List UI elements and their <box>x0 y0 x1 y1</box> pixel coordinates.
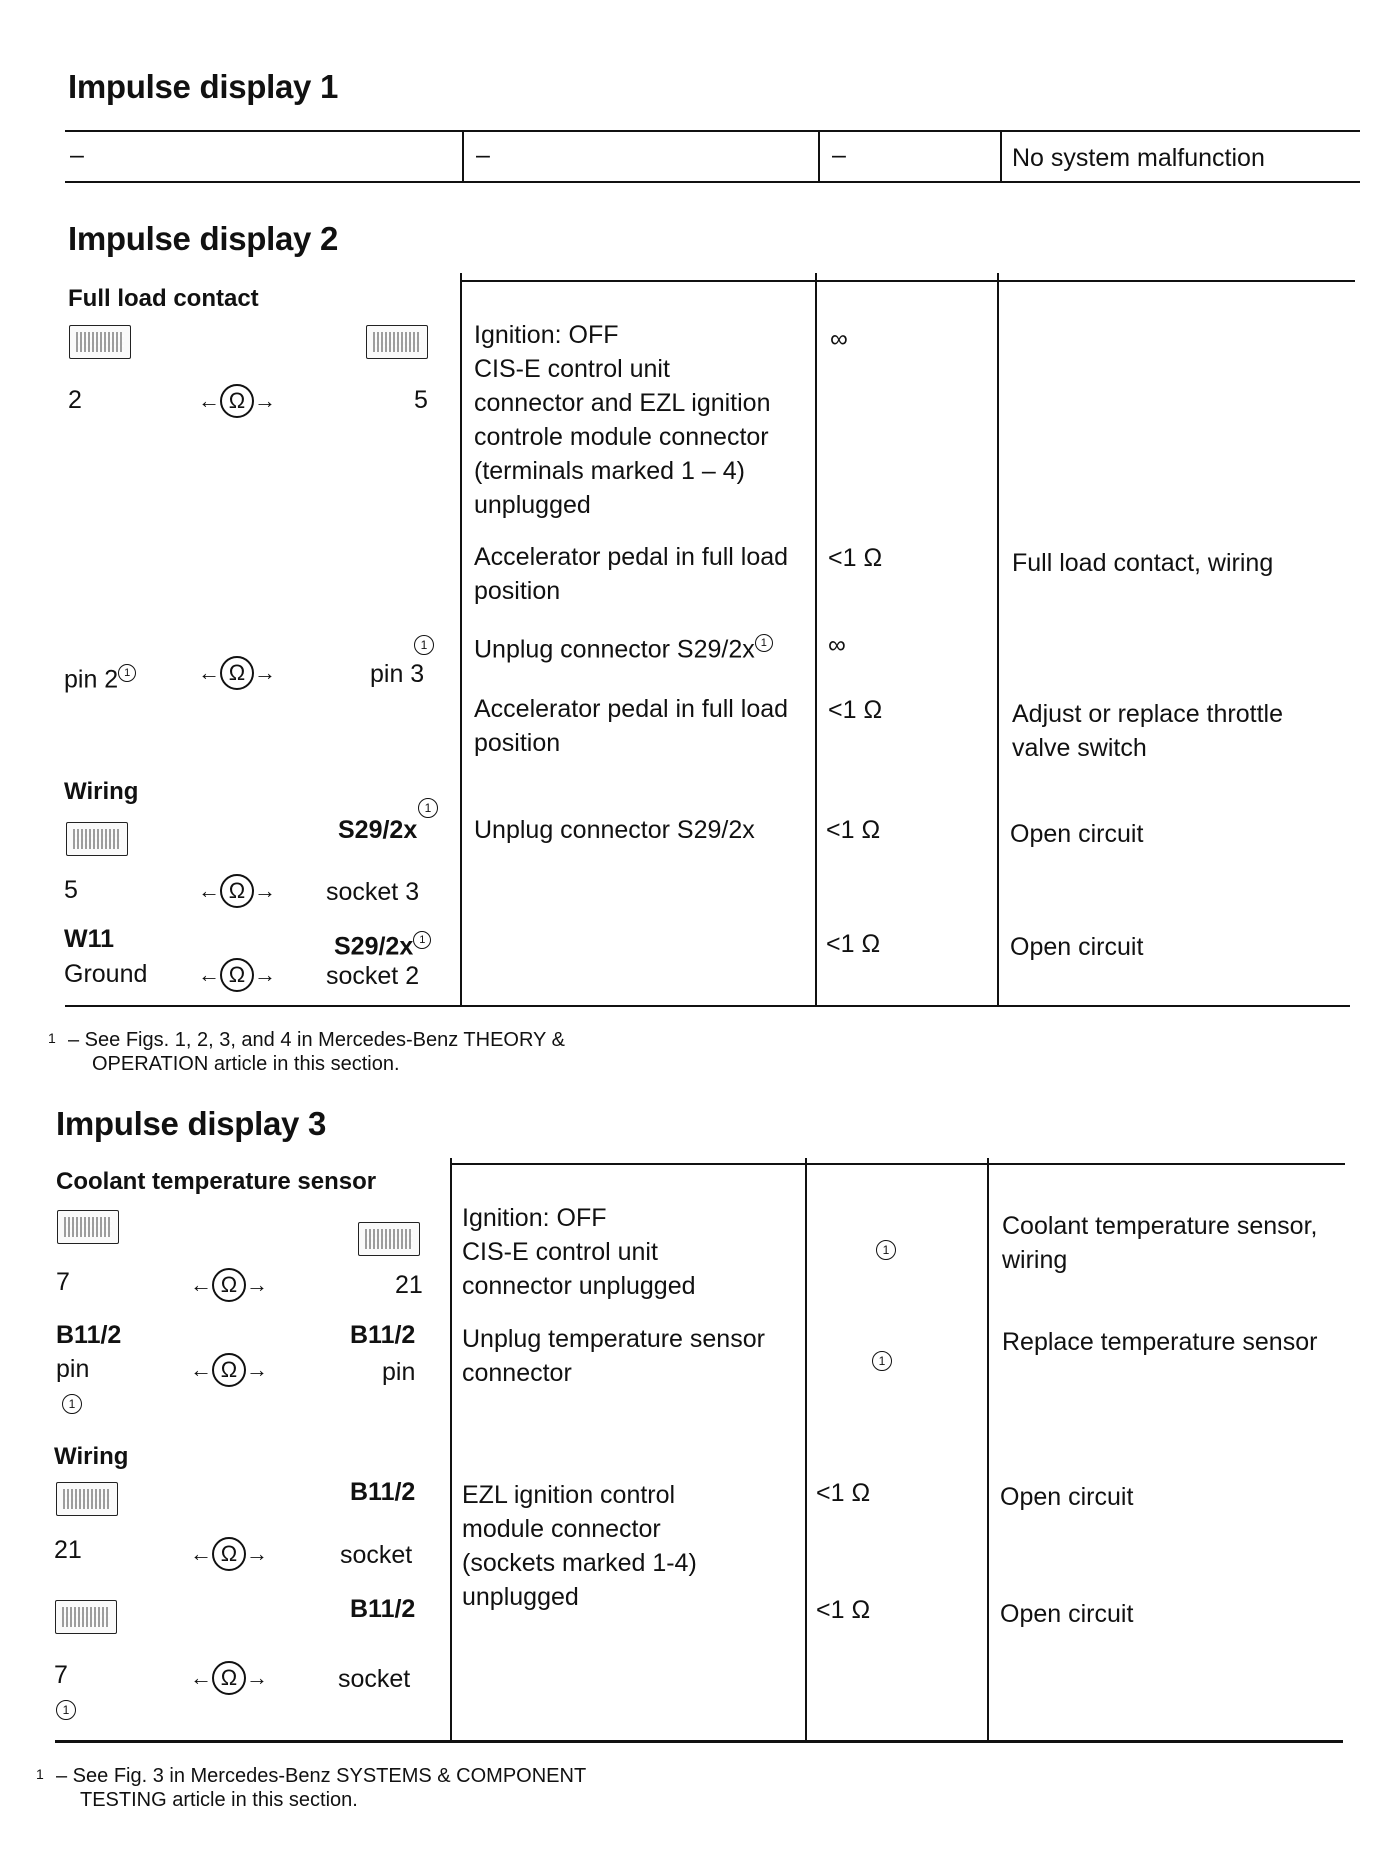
remedy: Open circuit <box>1010 933 1144 961</box>
s1-col-divider <box>462 130 464 181</box>
ohmmeter-icon: ← Ω → <box>198 873 276 908</box>
s1-cell-2: – <box>476 141 490 169</box>
b11-label: B11/2 <box>56 1321 122 1349</box>
ohmmeter-icon: ← Ω → <box>190 1536 268 1571</box>
value-lt1: <1 Ω <box>828 544 883 572</box>
pin-number: 7 <box>56 1268 70 1296</box>
section2-title: Impulse display 2 <box>68 220 339 257</box>
ign-line: Ignition: OFF <box>474 321 619 349</box>
remedy: Adjust or replace throttle <box>1012 700 1283 728</box>
s3-col-divider <box>805 1158 807 1740</box>
value-lt1: <1 Ω <box>826 816 881 844</box>
footnote-mark: 1 <box>414 627 434 661</box>
pin-label: pin <box>56 1355 90 1383</box>
connector-icon <box>66 822 128 856</box>
ign-line: (terminals marked 1 – 4) <box>474 457 745 485</box>
footnote-mark: 1 <box>872 1343 892 1377</box>
value-lt1: <1 Ω <box>816 1479 871 1507</box>
s1-cell-3: – <box>832 141 846 169</box>
ign-line: unplugged <box>474 491 591 519</box>
unplug-s29: Unplug connector S29/2x <box>474 816 755 844</box>
footnote-superscript: 1 <box>36 1766 44 1782</box>
s1-cell-1: – <box>70 141 84 169</box>
section3-title: Impulse display 3 <box>56 1105 327 1142</box>
connector-icon <box>57 1210 119 1244</box>
unplug-temp: connector <box>462 1359 572 1387</box>
socket-label: socket <box>338 1665 411 1693</box>
pin-label: pin <box>382 1358 416 1386</box>
pin2-label: pin 2 $^1$ <box>64 655 136 696</box>
s2-col-divider <box>460 273 462 1005</box>
remedy: Coolant temperature sensor, <box>1002 1212 1318 1240</box>
s2-top-rule <box>460 280 1355 282</box>
pin-number: 7 <box>54 1661 68 1689</box>
accel-line: position <box>474 729 561 757</box>
socket-label: socket 2 <box>326 962 420 990</box>
ign-line: connector unplugged <box>462 1272 696 1300</box>
ohmmeter-icon: ← Ω → <box>190 1660 268 1695</box>
value-lt1: <1 Ω <box>816 1596 871 1624</box>
ign-line: CIS-E control unit <box>474 355 670 383</box>
remedy: wiring <box>1002 1246 1068 1274</box>
ign-line: controle module connector <box>474 423 769 451</box>
wiring-heading: Wiring <box>54 1443 129 1470</box>
connector-icon <box>56 1482 118 1516</box>
remedy: Open circuit <box>1000 1483 1134 1511</box>
ground-label: Ground <box>64 960 148 988</box>
ezl-line: EZL ignition control <box>462 1481 676 1509</box>
pin-number: 5 <box>414 386 428 414</box>
connector-icon <box>366 325 428 359</box>
ezl-line: (sockets marked 1-4) <box>462 1549 697 1577</box>
footnote-mark: 1 <box>56 1692 76 1726</box>
s29-label: S29/2x $^1$ <box>334 922 431 963</box>
remedy: valve switch <box>1012 734 1147 762</box>
value-lt1: <1 Ω <box>826 930 881 958</box>
s1-top-rule <box>65 130 1360 132</box>
s2-col-divider <box>815 273 817 1005</box>
unplug-s29: Unplug connector S29/2x $^1$ <box>474 625 773 666</box>
remedy: Replace temperature sensor <box>1002 1328 1318 1356</box>
b11-label: B11/2 <box>350 1595 416 1623</box>
coolant-heading: Coolant temperature sensor <box>56 1168 377 1195</box>
s1-bottom-rule <box>65 181 1360 183</box>
s29-label: S29/2x <box>338 816 418 844</box>
ohmmeter-icon: ← Ω → <box>190 1267 268 1302</box>
pin3-label: pin 3 <box>370 660 425 688</box>
footnote-mark: 1 <box>876 1232 896 1266</box>
socket-label: socket <box>340 1541 413 1569</box>
ign-line: Ignition: OFF <box>462 1204 607 1232</box>
s2-bottom-rule <box>65 1005 1350 1007</box>
full-load-heading: Full load contact <box>68 285 259 312</box>
footnote-line: – See Figs. 1, 2, 3, and 4 in Mercedes-Benz THEORY & <box>68 1029 565 1051</box>
s3-col-divider <box>450 1158 452 1740</box>
ohmmeter-icon: ← Ω → <box>190 1352 268 1387</box>
accel-line: Accelerator pedal in full load <box>474 695 789 723</box>
footnote-line: OPERATION article in this section. <box>92 1053 400 1075</box>
b11-label: B11/2 <box>350 1321 416 1349</box>
accel-line: position <box>474 577 561 605</box>
footnote-superscript: 1 <box>48 1030 56 1046</box>
ign-line: CIS-E control unit <box>462 1238 658 1266</box>
connector-icon <box>69 325 131 359</box>
value-infinity: ∞ <box>828 631 846 659</box>
s3-bottom-rule <box>55 1740 1343 1743</box>
section1-title: Impulse display 1 <box>68 68 339 105</box>
s1-col-divider <box>818 130 820 181</box>
accel-line: Accelerator pedal in full load <box>474 543 789 571</box>
ezl-line: unplugged <box>462 1583 579 1611</box>
s3-top-rule <box>450 1163 1345 1165</box>
pin-number: 2 <box>68 386 82 414</box>
s3-col-divider <box>987 1158 989 1740</box>
socket-label: socket 3 <box>326 878 420 906</box>
pin-number: 5 <box>64 876 78 904</box>
remedy: Full load contact, wiring <box>1012 549 1274 577</box>
w11-label: W11 <box>64 925 115 953</box>
connector-icon <box>358 1222 420 1256</box>
pin-number: 21 <box>54 1536 82 1564</box>
unplug-temp: Unplug temperature sensor <box>462 1325 765 1353</box>
s1-col-divider <box>1000 130 1002 181</box>
value-lt1: <1 Ω <box>828 696 883 724</box>
ohmmeter-icon: ← Ω → <box>198 655 276 690</box>
footnote-mark: 1 <box>62 1386 82 1420</box>
ohmmeter-icon: ← Ω → <box>198 383 276 418</box>
ohmmeter-icon: ← Ω → <box>198 957 276 992</box>
s1-cell-4: No system malfunction <box>1012 144 1265 172</box>
ezl-line: module connector <box>462 1515 661 1543</box>
b11-label: B11/2 <box>350 1478 416 1506</box>
footnote-line: TESTING article in this section. <box>80 1789 358 1811</box>
value-infinity: ∞ <box>830 325 848 353</box>
pin-number: 21 <box>395 1271 423 1299</box>
s2-col-divider <box>997 273 999 1005</box>
ign-line: connector and EZL ignition <box>474 389 771 417</box>
wiring-heading: Wiring <box>64 778 139 805</box>
connector-icon <box>55 1600 117 1634</box>
remedy: Open circuit <box>1000 1600 1134 1628</box>
footnote-mark: 1 <box>418 790 438 824</box>
remedy: Open circuit <box>1010 820 1144 848</box>
footnote-line: – See Fig. 3 in Mercedes-Benz SYSTEMS & COMPONENT <box>56 1765 587 1787</box>
